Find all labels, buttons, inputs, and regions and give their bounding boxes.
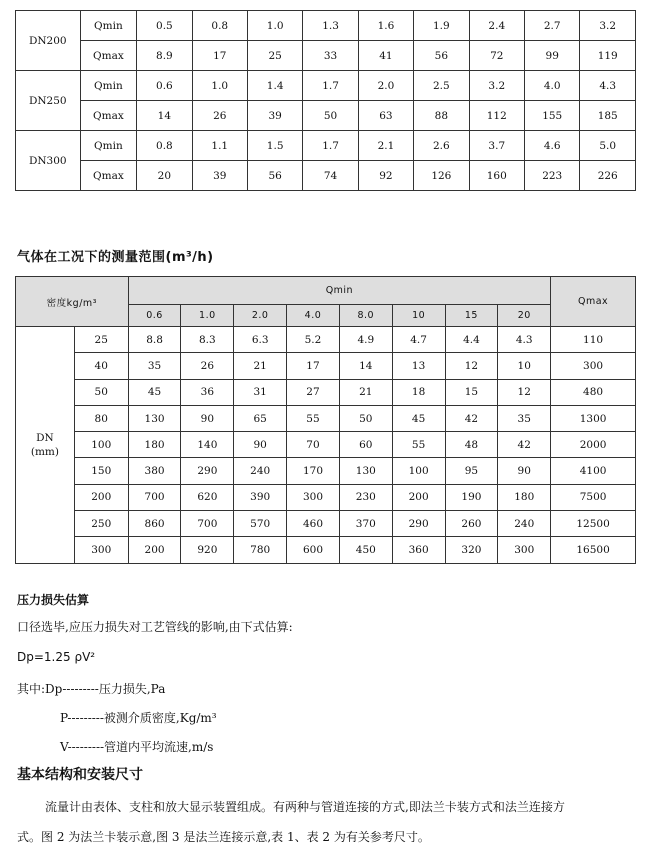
value-cell: 5.0: [580, 131, 636, 161]
structure-heading: 基本结构和安装尺寸: [17, 767, 143, 783]
value-cell: 4.6: [525, 131, 580, 161]
density-value-header: 2.0: [234, 305, 287, 327]
qmin-value-cell: 31: [234, 379, 287, 405]
qmin-value-cell: 290: [392, 511, 445, 537]
value-cell: 119: [580, 41, 636, 71]
structure-para-line1: 流量计由表体、支柱和放大显示装置组成。有两种与管道连接的方式,即法兰卡装方式和法兰连接方: [45, 800, 565, 814]
qmin-value-cell: 90: [498, 458, 551, 484]
qmin-value-cell: 300: [498, 537, 551, 563]
qmin-value-cell: 130: [128, 405, 181, 431]
qmin-value-cell: 4.9: [339, 327, 392, 353]
qmin-value-cell: 380: [128, 458, 181, 484]
qmin-value-cell: 4.3: [498, 327, 551, 353]
pressure-intro: 口径选毕,应压力损失对工艺管线的影响,由下式估算:: [17, 620, 293, 634]
table-row: [16, 511, 636, 537]
qmin-value-cell: 42: [498, 432, 551, 458]
flow-range-table: [15, 10, 636, 191]
table-row: [16, 11, 636, 41]
table-row: [16, 71, 636, 101]
qmin-value-cell: 240: [234, 458, 287, 484]
qmin-value-cell: 14: [339, 353, 392, 379]
value-cell: 3.2: [469, 71, 524, 101]
formula: Dp=1.25 ρV²: [17, 650, 96, 664]
gas-range-heading: 气体在工况下的测量范围(m³/h): [17, 250, 214, 265]
table-row: [16, 432, 636, 458]
qmax-header: Qmax: [551, 277, 636, 327]
qmin-value-cell: 570: [234, 511, 287, 537]
qmin-value-cell: 240: [498, 511, 551, 537]
structure-para-line2: 式。图 2 为法兰卡装示意,图 3 是法兰连接示意,表 1、表 2 为有关参考尺寸。: [17, 830, 430, 844]
qmin-value-cell: 95: [445, 458, 498, 484]
qmin-value-cell: 90: [234, 432, 287, 458]
value-cell: 1.4: [247, 71, 302, 101]
qmin-value-cell: 90: [181, 405, 234, 431]
qmin-value-cell: 55: [287, 405, 340, 431]
qmin-value-cell: 13: [392, 353, 445, 379]
qmin-value-cell: 42: [445, 405, 498, 431]
qmin-value-cell: 18: [392, 379, 445, 405]
value-cell: 72: [469, 41, 524, 71]
qmin-value-cell: 21: [339, 379, 392, 405]
qmax-value-cell: 7500: [551, 484, 636, 510]
value-cell: 41: [358, 41, 413, 71]
qmin-value-cell: 180: [128, 432, 181, 458]
qmin-value-cell: 45: [128, 379, 181, 405]
density-value-header: 10: [392, 305, 445, 327]
qmin-value-cell: 65: [234, 405, 287, 431]
value-cell: 160: [469, 161, 524, 191]
dn-size-cell: DN300: [16, 131, 81, 191]
value-cell: 226: [580, 161, 636, 191]
value-cell: 1.9: [414, 11, 469, 41]
dn-mm-label: [16, 327, 75, 564]
dn-size-cell: 50: [74, 379, 128, 405]
qmin-value-cell: 15: [445, 379, 498, 405]
value-cell: 2.5: [414, 71, 469, 101]
value-cell: 0.8: [192, 11, 247, 41]
dn-size-cell: 80: [74, 405, 128, 431]
table-row: [16, 405, 636, 431]
qmin-value-cell: 35: [498, 405, 551, 431]
value-cell: 39: [247, 101, 302, 131]
value-cell: 20: [137, 161, 192, 191]
qmin-value-cell: 21: [234, 353, 287, 379]
value-cell: 1.0: [192, 71, 247, 101]
qmin-value-cell: 36: [181, 379, 234, 405]
value-cell: 63: [358, 101, 413, 131]
qmin-value-cell: 190: [445, 484, 498, 510]
qmin-value-cell: 12: [445, 353, 498, 379]
qmin-value-cell: 200: [392, 484, 445, 510]
value-cell: 17: [192, 41, 247, 71]
value-cell: 4.3: [580, 71, 636, 101]
density-value-header: 4.0: [287, 305, 340, 327]
qmin-value-cell: 100: [392, 458, 445, 484]
table-row: [16, 484, 636, 510]
qmin-value-cell: 320: [445, 537, 498, 563]
flow-type-cell: Qmin: [80, 131, 137, 161]
table-row: [16, 327, 636, 353]
dn-size-cell: 40: [74, 353, 128, 379]
qmax-value-cell: 300: [551, 353, 636, 379]
dn-size-cell: 250: [74, 511, 128, 537]
qmax-value-cell: 12500: [551, 511, 636, 537]
qmin-value-cell: 70: [287, 432, 340, 458]
density-value-header: 15: [445, 305, 498, 327]
dn-size-cell: 100: [74, 432, 128, 458]
dn-label: DN: [36, 431, 54, 444]
qmin-value-cell: 200: [128, 537, 181, 563]
where-v: V---------管道内平均流速,m/s: [60, 740, 214, 754]
qmin-value-cell: 360: [392, 537, 445, 563]
qmax-value-cell: 2000: [551, 432, 636, 458]
qmin-value-cell: 4.7: [392, 327, 445, 353]
gas-range-table: [15, 276, 636, 564]
value-cell: 26: [192, 101, 247, 131]
qmin-value-cell: 8.3: [181, 327, 234, 353]
density-value-header: 1.0: [181, 305, 234, 327]
value-cell: 112: [469, 101, 524, 131]
dn-size-cell: 200: [74, 484, 128, 510]
value-cell: 1.1: [192, 131, 247, 161]
density-value-header: 8.0: [339, 305, 392, 327]
flow-type-cell: Qmax: [80, 41, 137, 71]
value-cell: 56: [414, 41, 469, 71]
qmin-value-cell: 700: [181, 511, 234, 537]
qmin-value-cell: 35: [128, 353, 181, 379]
qmin-value-cell: 390: [234, 484, 287, 510]
qmin-value-cell: 27: [287, 379, 340, 405]
qmin-value-cell: 6.3: [234, 327, 287, 353]
table-row: [16, 161, 636, 191]
qmin-value-cell: 370: [339, 511, 392, 537]
qmin-value-cell: 48: [445, 432, 498, 458]
qmin-value-cell: 300: [287, 484, 340, 510]
qmin-value-cell: 460: [287, 511, 340, 537]
mm-label: (mm): [30, 445, 59, 458]
dn-size-cell: DN250: [16, 71, 81, 131]
table-row: [16, 353, 636, 379]
value-cell: 14: [137, 101, 192, 131]
table-row: [16, 379, 636, 405]
qmin-value-cell: 50: [339, 405, 392, 431]
qmin-value-cell: 140: [181, 432, 234, 458]
value-cell: 1.3: [303, 11, 358, 41]
dn-size-cell: 300: [74, 537, 128, 563]
value-cell: 2.1: [358, 131, 413, 161]
qmin-value-cell: 230: [339, 484, 392, 510]
qmin-value-cell: 10: [498, 353, 551, 379]
qmin-value-cell: 920: [181, 537, 234, 563]
where-dp: 其中:Dp---------压力损失,Pa: [17, 682, 166, 696]
qmax-value-cell: 480: [551, 379, 636, 405]
qmin-value-cell: 26: [181, 353, 234, 379]
value-cell: 4.0: [525, 71, 580, 101]
value-cell: 56: [247, 161, 302, 191]
dn-size-cell: 25: [74, 327, 128, 353]
value-cell: 126: [414, 161, 469, 191]
qmin-value-cell: 12: [498, 379, 551, 405]
value-cell: 3.7: [469, 131, 524, 161]
qmin-value-cell: 450: [339, 537, 392, 563]
value-cell: 8.9: [137, 41, 192, 71]
value-cell: 92: [358, 161, 413, 191]
qmin-value-cell: 260: [445, 511, 498, 537]
dn-size-cell: 150: [74, 458, 128, 484]
value-cell: 39: [192, 161, 247, 191]
value-cell: 0.8: [137, 131, 192, 161]
qmin-value-cell: 8.8: [128, 327, 181, 353]
where-p: P---------被测介质密度,Kg/m³: [60, 711, 217, 725]
value-cell: 3.2: [580, 11, 636, 41]
value-cell: 1.0: [247, 11, 302, 41]
qmax-value-cell: 1300: [551, 405, 636, 431]
value-cell: 185: [580, 101, 636, 131]
value-cell: 74: [303, 161, 358, 191]
pressure-loss-heading: 压力损失估算: [17, 593, 90, 607]
flow-type-cell: Qmax: [80, 161, 137, 191]
value-cell: 1.5: [247, 131, 302, 161]
qmin-value-cell: 60: [339, 432, 392, 458]
qmin-value-cell: 600: [287, 537, 340, 563]
qmin-value-cell: 700: [128, 484, 181, 510]
density-header: 密度kg/m³: [16, 277, 129, 327]
flow-type-cell: Qmin: [80, 71, 137, 101]
qmin-value-cell: 180: [498, 484, 551, 510]
qmax-value-cell: 110: [551, 327, 636, 353]
qmin-value-cell: 780: [234, 537, 287, 563]
density-value-header: 0.6: [128, 305, 181, 327]
value-cell: 1.7: [303, 71, 358, 101]
value-cell: 2.6: [414, 131, 469, 161]
value-cell: 2.4: [469, 11, 524, 41]
qmin-value-cell: 860: [128, 511, 181, 537]
qmin-value-cell: 620: [181, 484, 234, 510]
value-cell: 99: [525, 41, 580, 71]
table-row: [16, 537, 636, 563]
table-row: [16, 131, 636, 161]
value-cell: 223: [525, 161, 580, 191]
value-cell: 1.7: [303, 131, 358, 161]
flow-type-cell: Qmin: [80, 11, 137, 41]
value-cell: 1.6: [358, 11, 413, 41]
value-cell: 33: [303, 41, 358, 71]
table-row: [16, 101, 636, 131]
qmin-value-cell: 55: [392, 432, 445, 458]
qmin-value-cell: 290: [181, 458, 234, 484]
qmin-value-cell: 45: [392, 405, 445, 431]
value-cell: 50: [303, 101, 358, 131]
value-cell: 0.5: [137, 11, 192, 41]
table-row: [16, 458, 636, 484]
value-cell: 25: [247, 41, 302, 71]
qmin-value-cell: 130: [339, 458, 392, 484]
qmin-header: Qmin: [128, 277, 551, 305]
flow-type-cell: Qmax: [80, 101, 137, 131]
table-row: [16, 41, 636, 71]
density-value-header: 20: [498, 305, 551, 327]
qmin-value-cell: 170: [287, 458, 340, 484]
dn-size-cell: DN200: [16, 11, 81, 71]
value-cell: 2.0: [358, 71, 413, 101]
qmax-value-cell: 16500: [551, 537, 636, 563]
qmin-value-cell: 17: [287, 353, 340, 379]
qmin-value-cell: 4.4: [445, 327, 498, 353]
qmax-value-cell: 4100: [551, 458, 636, 484]
value-cell: 0.6: [137, 71, 192, 101]
value-cell: 2.7: [525, 11, 580, 41]
qmin-value-cell: 5.2: [287, 327, 340, 353]
value-cell: 155: [525, 101, 580, 131]
value-cell: 88: [414, 101, 469, 131]
